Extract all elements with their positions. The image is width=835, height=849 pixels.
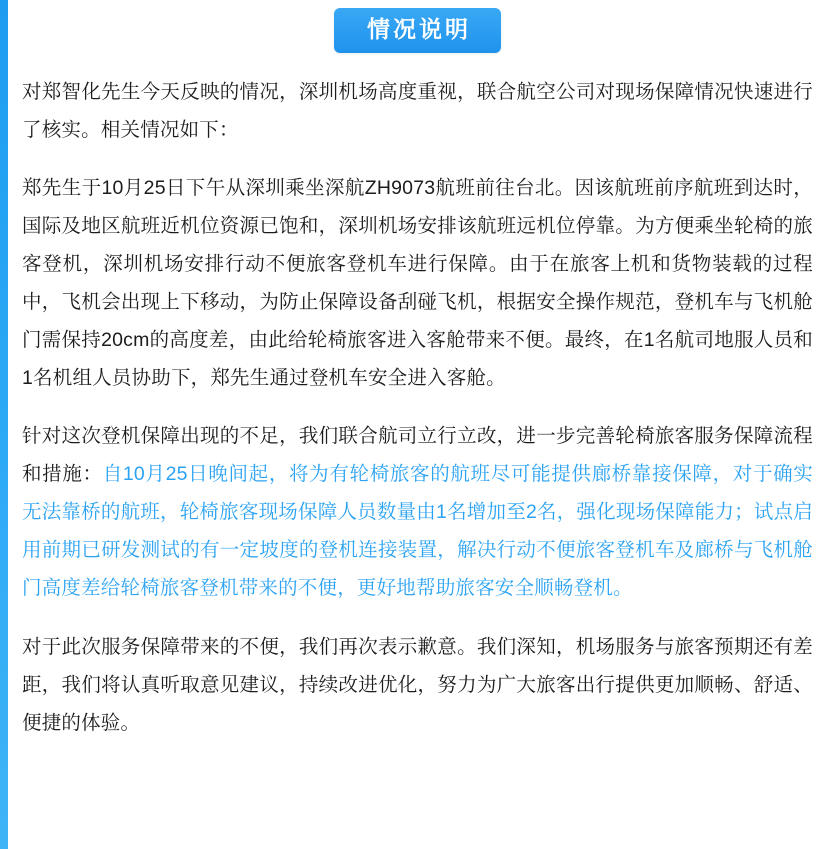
paragraph-measures <box>22 417 813 607</box>
title-container <box>22 0 813 73</box>
left-accent-bar <box>0 0 8 849</box>
paragraph-incident-details: 郑先生于10月25日下午从深圳乘坐深航ZH9073航班前往台北。因该航班前序航班到达时，国际及地区航班近机位资源已饱和，深圳机场安排该航班远机位停靠。为方便乘坐轮椅的旅客登机，深圳机场安排行动不便旅客登机车进行保障。由于在旅客上机和货物装载的过程中，飞机会出现上下移动，为防止保障设备刮碰飞机，根据安全操作规范，登机车与飞机舱门需保持20cm的高度差，由此给轮椅旅客进入客舱带来不便。最终，在1名航司地服人员和1名机组人员协助下，郑先生通过登机车安全进入客舱。 <box>22 177 813 390</box>
measures-lead-text: 针对这次登机保障出现的不足，我们联合航司立行立改，进一步完善轮椅旅客服务保障流程和措施： <box>22 425 813 486</box>
measures-highlight-text: 自10月25日晚间起，将为有轮椅旅客的航班尽可能提供廊桥靠接保障，对于确实无法靠桥的航班，轮椅旅客现场保障人员数量由1名增加至2名，强化现场保障能力；试点启用前期已研发测试的有一定坡度的登机连接装置，解决行动不便旅客登机车及廊桥与飞机舱门高度差给轮椅旅客登机带来的不便，更好地帮助旅客安全顺畅登机。 <box>22 463 813 600</box>
paragraph-intro: 对郑智化先生今天反映的情况，深圳机场高度重视，联合航空公司对现场保障情况快速进行了核实。相关情况如下： <box>22 81 813 142</box>
page-title: 情况说明 <box>334 8 501 53</box>
paragraph-apology: 对于此次服务保障带来的不便，我们再次表示歉意。我们深知，机场服务与旅客预期还有差距，我们将认真听取意见建议，持续改进优化，努力为广大旅客出行提供更加顺畅、舒适、便捷的体验。 <box>22 635 813 734</box>
